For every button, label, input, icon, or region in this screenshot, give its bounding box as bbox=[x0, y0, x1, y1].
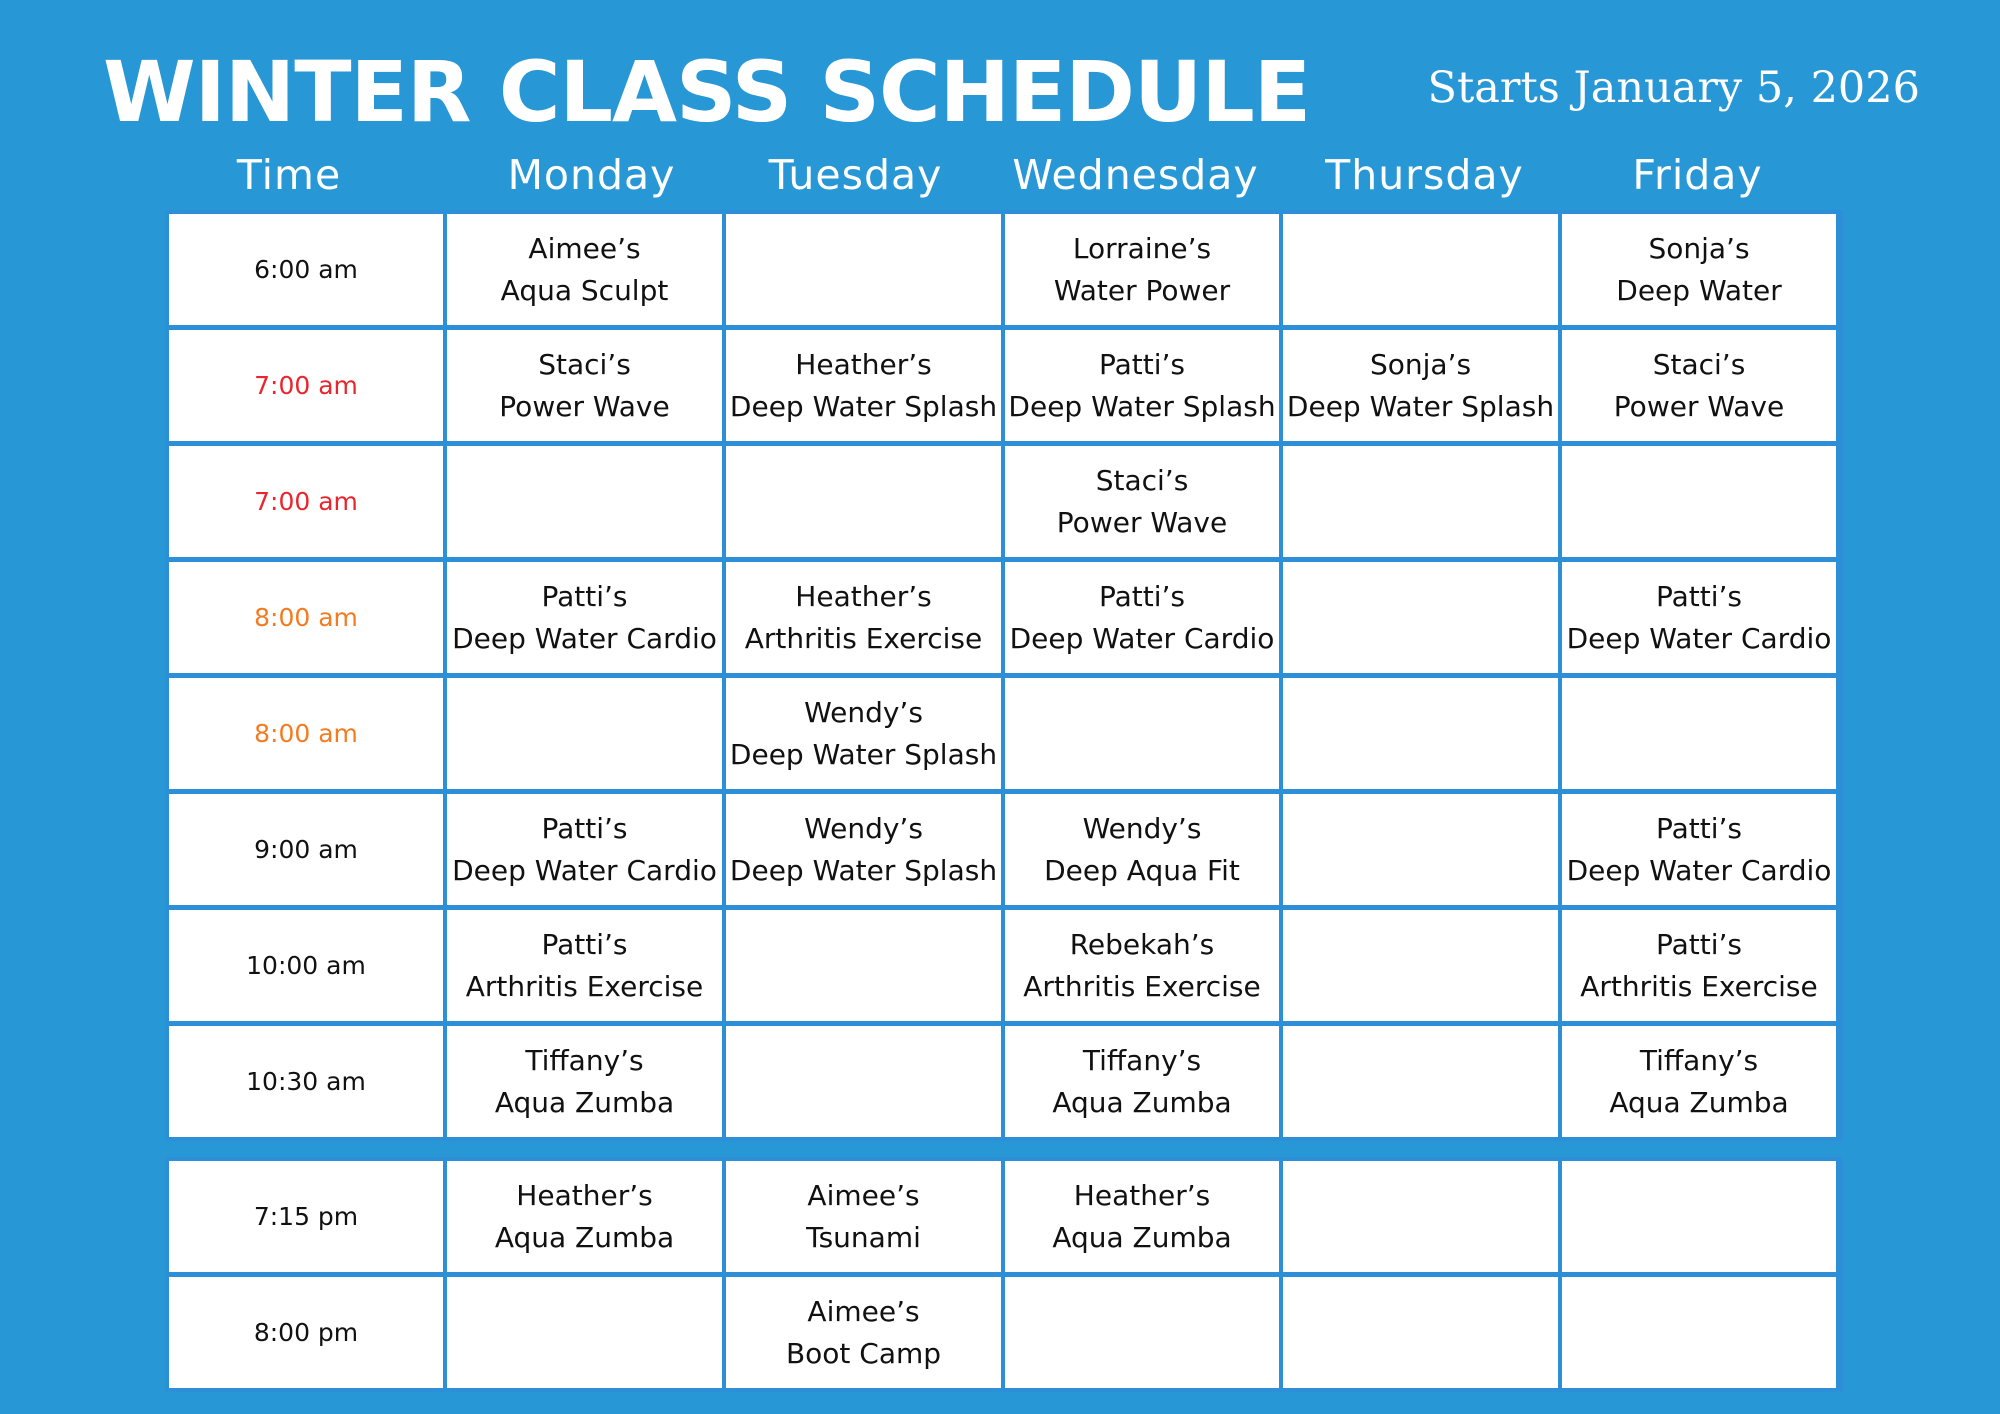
header-wednesday: Wednesday bbox=[1012, 151, 1259, 199]
class-cell bbox=[726, 562, 1001, 673]
class-name: Deep Water Cardio bbox=[452, 621, 717, 655]
instructor-name: Patti’s bbox=[1655, 927, 1742, 961]
time-label: 7:15 pm bbox=[253, 1201, 359, 1231]
class-name: Deep Water Cardio bbox=[452, 853, 717, 887]
instructor-name: Patti’s bbox=[1655, 579, 1742, 613]
class-cell bbox=[1562, 678, 1836, 789]
class-name: Deep Water Splash bbox=[1286, 389, 1555, 423]
class-cell bbox=[726, 794, 1001, 905]
class-name: Arthritis Exercise bbox=[1023, 969, 1261, 1003]
time-cell bbox=[169, 1026, 443, 1137]
time-label: 10:30 am bbox=[246, 1066, 366, 1096]
class-name: Deep Water Cardio bbox=[1566, 853, 1832, 887]
instructor-name: Wendy’s bbox=[1082, 811, 1202, 845]
class-cell bbox=[1005, 794, 1279, 905]
time-label: 7:00 am bbox=[254, 486, 358, 516]
class-cell bbox=[447, 794, 722, 905]
start-date: Starts January 5, 2026 bbox=[1427, 63, 1920, 113]
class-name: Deep Water Cardio bbox=[1566, 621, 1832, 655]
class-name: Deep Water Splash bbox=[1008, 389, 1276, 423]
instructor-name: Wendy’s bbox=[804, 811, 923, 845]
time-cell bbox=[169, 678, 443, 789]
class-cell bbox=[726, 1026, 1001, 1137]
class-cell bbox=[1005, 562, 1279, 673]
class-name: Deep Water Cardio bbox=[1009, 621, 1275, 655]
class-name: Power Wave bbox=[1613, 389, 1785, 423]
class-cell bbox=[1562, 446, 1836, 557]
instructor-name: Wendy’s bbox=[804, 695, 923, 729]
class-name: Deep Water Splash bbox=[729, 737, 998, 771]
time-cell bbox=[169, 1161, 443, 1272]
class-cell bbox=[447, 446, 722, 557]
class-name: Boot Camp bbox=[785, 1336, 942, 1370]
instructor-name: Staci’s bbox=[1652, 347, 1746, 381]
class-cell bbox=[726, 1277, 1001, 1388]
class-cell bbox=[726, 910, 1001, 1021]
instructor-name: Patti’s bbox=[541, 579, 628, 613]
header-thursday: Thursday bbox=[1325, 151, 1524, 199]
class-cell bbox=[1562, 1161, 1836, 1272]
instructor-name: Heather’s bbox=[516, 1178, 653, 1212]
class-name: Power Wave bbox=[499, 389, 670, 423]
instructor-name: Sonja’s bbox=[1648, 231, 1750, 265]
header-time: Time bbox=[236, 151, 342, 199]
class-name: Water Power bbox=[1053, 273, 1231, 307]
class-cell bbox=[1005, 214, 1279, 325]
class-cell bbox=[1562, 794, 1836, 905]
class-name: Aqua Zumba bbox=[494, 1220, 675, 1254]
header-friday: Friday bbox=[1632, 151, 1763, 199]
class-name: Tsunami bbox=[806, 1220, 921, 1254]
morning-schedule-grid bbox=[165, 210, 1843, 1141]
time-cell bbox=[169, 910, 443, 1021]
instructor-name: Heather’s bbox=[795, 347, 932, 381]
class-cell bbox=[447, 1277, 722, 1388]
class-cell bbox=[1005, 910, 1279, 1021]
class-cell bbox=[1005, 1026, 1279, 1137]
class-cell bbox=[1283, 562, 1558, 673]
class-cell bbox=[726, 1161, 1001, 1272]
time-label: 6:00 am bbox=[254, 254, 358, 284]
class-cell bbox=[1283, 678, 1558, 789]
class-cell bbox=[447, 1161, 722, 1272]
instructor-name: Aimee’s bbox=[528, 231, 641, 265]
class-name: Power Wave bbox=[1056, 505, 1228, 539]
time-cell bbox=[169, 1277, 443, 1388]
class-name: Arthritis Exercise bbox=[1580, 969, 1818, 1003]
class-cell bbox=[1283, 214, 1558, 325]
time-label: 8:00 am bbox=[254, 602, 358, 632]
class-name: Arthritis Exercise bbox=[744, 621, 983, 655]
class-name: Aqua Sculpt bbox=[500, 273, 669, 307]
class-cell bbox=[1283, 1161, 1558, 1272]
class-cell bbox=[1005, 1277, 1279, 1388]
class-cell bbox=[1283, 1026, 1558, 1137]
instructor-name: Heather’s bbox=[1073, 1178, 1211, 1212]
instructor-name: Aimee’s bbox=[807, 1178, 920, 1212]
class-name: Aqua Zumba bbox=[1609, 1085, 1789, 1119]
time-cell bbox=[169, 330, 443, 441]
time-cell bbox=[169, 214, 443, 325]
instructor-name: Rebekah’s bbox=[1069, 927, 1215, 961]
instructor-name: Lorraine’s bbox=[1072, 231, 1212, 265]
schedule-title: WINTER CLASS SCHEDULE bbox=[103, 43, 1311, 141]
class-cell bbox=[1562, 214, 1836, 325]
class-name: Deep Water Splash bbox=[729, 389, 998, 423]
instructor-name: Tiffany’s bbox=[1082, 1043, 1202, 1077]
class-cell bbox=[1283, 910, 1558, 1021]
class-cell bbox=[1562, 910, 1836, 1021]
class-name: Arthritis Exercise bbox=[465, 969, 704, 1003]
class-cell bbox=[1562, 1277, 1836, 1388]
class-cell bbox=[1005, 330, 1279, 441]
class-cell bbox=[1283, 446, 1558, 557]
class-cell bbox=[726, 446, 1001, 557]
instructor-name: Patti’s bbox=[1655, 811, 1742, 845]
evening-schedule-grid bbox=[165, 1157, 1843, 1392]
class-cell bbox=[1005, 678, 1279, 789]
class-name: Deep Water Splash bbox=[729, 853, 998, 887]
class-cell bbox=[1005, 446, 1279, 557]
time-label: 9:00 am bbox=[254, 834, 358, 864]
instructor-name: Tiffany’s bbox=[525, 1043, 644, 1077]
class-cell bbox=[1283, 794, 1558, 905]
class-cell bbox=[1005, 1161, 1279, 1272]
class-cell bbox=[1283, 330, 1558, 441]
class-cell bbox=[447, 1026, 722, 1137]
class-cell bbox=[447, 678, 722, 789]
class-cell bbox=[447, 330, 722, 441]
instructor-name: Staci’s bbox=[1095, 463, 1189, 497]
time-label: 8:00 am bbox=[254, 718, 358, 748]
class-cell bbox=[726, 678, 1001, 789]
class-name: Aqua Zumba bbox=[1052, 1085, 1232, 1119]
time-cell bbox=[169, 562, 443, 673]
instructor-name: Heather’s bbox=[795, 579, 932, 613]
instructor-name: Tiffany’s bbox=[1639, 1043, 1759, 1077]
instructor-name: Sonja’s bbox=[1369, 347, 1472, 381]
instructor-name: Patti’s bbox=[541, 811, 628, 845]
class-name: Aqua Zumba bbox=[1052, 1220, 1232, 1254]
class-cell bbox=[1562, 562, 1836, 673]
class-cell bbox=[1283, 1277, 1558, 1388]
time-label: 7:00 am bbox=[254, 370, 358, 400]
instructor-name: Staci’s bbox=[538, 347, 631, 381]
class-name: Deep Aqua Fit bbox=[1044, 853, 1240, 887]
class-name: Aqua Zumba bbox=[494, 1085, 675, 1119]
time-cell bbox=[169, 794, 443, 905]
header-monday: Monday bbox=[507, 151, 676, 199]
header-tuesday: Tuesday bbox=[768, 151, 943, 199]
class-cell bbox=[1562, 330, 1836, 441]
instructor-name: Patti’s bbox=[1098, 347, 1185, 381]
class-name: Deep Water bbox=[1616, 273, 1782, 307]
class-cell bbox=[447, 214, 722, 325]
class-cell bbox=[726, 214, 1001, 325]
column-headers bbox=[0, 145, 2000, 205]
class-cell bbox=[726, 330, 1001, 441]
class-cell bbox=[1562, 1026, 1836, 1137]
instructor-name: Patti’s bbox=[1098, 579, 1185, 613]
instructor-name: Patti’s bbox=[541, 927, 628, 961]
time-label: 8:00 pm bbox=[253, 1317, 359, 1347]
instructor-name: Aimee’s bbox=[807, 1294, 920, 1328]
class-cell bbox=[447, 562, 722, 673]
time-cell bbox=[169, 446, 443, 557]
time-label: 10:00 am bbox=[246, 950, 366, 980]
class-cell bbox=[447, 910, 722, 1021]
